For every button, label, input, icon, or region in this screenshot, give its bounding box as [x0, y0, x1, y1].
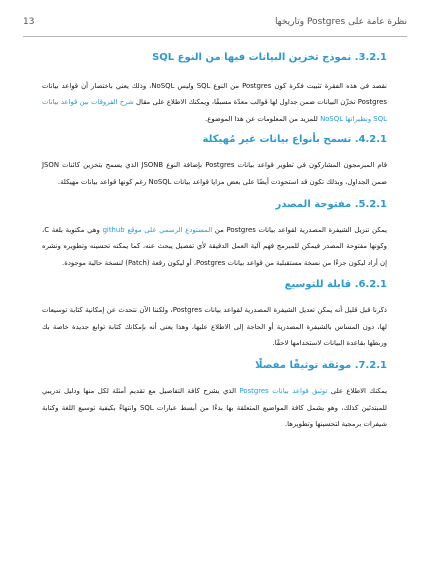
- section-paragraph-unstructured-data: [42, 157, 387, 190]
- section-heading-extensible: 6.2.1. قابلة للتوسيع: [284, 279, 387, 291]
- running-header: [23, 14, 407, 37]
- paragraph-text: الذي يشرح كافة التفاصيل مع تقديم أمثلة لكل منها ودليل تدريبي للمبتدئين كذلك، وهو يشمل كافة المواضيع المتعلقة بها بدءًا من أبسط عبارات SQL وانتهاءً بكيفية توسيع اللغة وكتابة شيفرات برمجية لتحسينها وتطويرها.: [42, 387, 388, 429]
- paragraph-text: نقصد في هذه الفقرة تثبيت فكرة كون Postgres من النوع SQL وليس NoSQL، وذلك يعني باختصار أن قواعد بيانات Postgres تخزّن البيانات ضمن جداول لها قوالب معدّة مسبقًا، ويمكنك الاطلاع على مقال: [42, 82, 387, 107]
- section-heading-sql-model: 3.2.1. نموذج تخزين البيانات فيها من النوع SQL: [152, 52, 387, 63]
- paragraph-text: يمكن تنزيل الشيفرة المصدرية لقواعد بيانات Postgres من: [212, 226, 388, 235]
- section-paragraph-extensible: [42, 302, 387, 351]
- section-paragraph-open-source: [42, 222, 387, 271]
- paragraph-text: للمزيد من المعلومات عن هذا الموضوع.: [205, 114, 321, 123]
- paragraph-text: يمكنك الاطلاع على: [327, 387, 387, 396]
- sql-nosql-article-link[interactable]: شرح الفروقات بين قواعد بيانات SQL ونظيراتها NoSQL: [42, 98, 387, 123]
- postgres-docs-link[interactable]: توثيق قواعد بيانات Postgres: [239, 387, 328, 396]
- page-number: 13: [23, 17, 35, 27]
- section-paragraph-sql-model: [42, 78, 387, 127]
- page-content: [42, 46, 387, 433]
- section-paragraph-documented: [42, 383, 387, 432]
- paragraph-text: ذكرنا قبل قليل أنه يمكن تعديل الشيفرة المصدرية لقواعد بيانات Postgres، ولكننا الآن نتحدث عن إمكانية كتابة توسيعات لها، دون المساس بالشيفرة المصدرية أو الحاجة إلى الاطلاع عليها، وهذا يعني أنه بإمكانك كتابة توابع جديدة خاصة بك وربطها بقاعدة البيانات لاستخدامها لاحقًا.: [42, 306, 387, 348]
- running-header-title: نظرة عامة على Postgres وتاريخها: [274, 17, 407, 27]
- github-repository-link[interactable]: المستودع الرسمي على موقع github: [102, 226, 213, 235]
- section-heading-documented: 7.2.1. موثقة توثيقًا مفصلًا: [255, 360, 387, 372]
- section-heading-unstructured-data: 4.2.1. تسمح بأنواع بيانات غير مُهيكلة: [202, 134, 387, 146]
- paragraph-text: قام المبرمجون المشاركون في تطوير قواعد بيانات Postgres بإضافة النوع JSONB الذي يسمح بتخزين كائنات JSON ضمن الجداول، وبذلك تكون قد استحوذت أيضًا على بعض مزايا قواعد بيانات NoSQL رغم كونها قواعد بيانات مهيكلة.: [42, 161, 387, 186]
- paragraph-text: وهي مكتوبة بلغة C، وكونها مفتوحة المصدر فيمكن للمبرمج فهم آلية العمل الدقيقة لأي تفصيل يبحث عنه، كما يمكنه تحسينه وتطويره ونشره إن أراد ليكون جزءًا من نسخة مستقبلية من قواعد بيانات Postgres، أو ليكون رقعة (Patch) لنسخة حالية موجودة.: [42, 226, 387, 267]
- section-heading-open-source: 5.2.1. مفتوحة المصدر: [275, 199, 387, 211]
